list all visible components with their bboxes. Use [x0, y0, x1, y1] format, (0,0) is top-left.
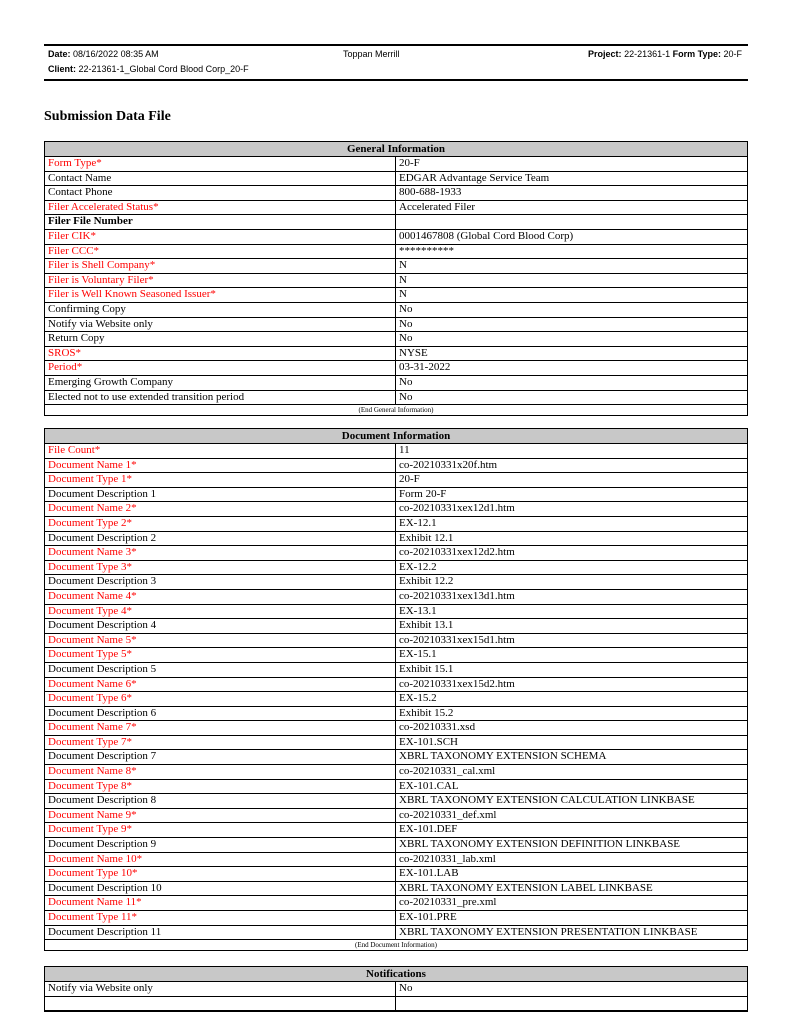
- field-value: No: [399, 375, 413, 388]
- field-label: [45, 997, 396, 1011]
- table-row: [45, 707, 747, 722]
- field-value: Exhibit 12.2: [399, 575, 454, 588]
- field-value: XBRL TAXONOMY EXTENSION PRESENTATION LINKBASE: [399, 925, 698, 938]
- field-value: co-20210331_cal.xml: [399, 765, 496, 778]
- table-row: [45, 794, 747, 809]
- document-information-heading: Document Information: [45, 429, 747, 444]
- field-value: EX-101.PRE: [399, 911, 457, 923]
- form-type-value: 20-F: [723, 49, 742, 59]
- table-row: [45, 376, 747, 391]
- field-value: No: [399, 302, 413, 315]
- field-value: 11: [399, 444, 410, 456]
- table-row: [45, 459, 747, 474]
- table-row: [45, 634, 747, 649]
- table-row: [45, 780, 747, 795]
- field-value: co-20210331xex15d1.htm: [399, 633, 515, 646]
- table-row: [45, 259, 747, 274]
- field-value: EX-101.LAB: [399, 867, 459, 880]
- table-row: [45, 288, 747, 303]
- field-value: [396, 215, 747, 229]
- field-value: No: [399, 982, 413, 994]
- field-value: 20-F: [399, 157, 420, 169]
- table-row: [45, 332, 747, 347]
- table-row: [45, 303, 747, 318]
- field-value: Exhibit 15.2: [399, 706, 454, 719]
- field-label: Document Description 5: [45, 663, 396, 677]
- table-row: [45, 750, 747, 765]
- field-value: EX-13.1: [399, 604, 437, 617]
- field-label: Document Name 7*: [45, 721, 396, 735]
- field-value: EX-101.CAL: [399, 779, 459, 792]
- field-label: Document Type 2*: [45, 517, 396, 531]
- field-value: EX-12.2: [399, 560, 437, 573]
- table-row: [45, 318, 747, 333]
- field-value: XBRL TAXONOMY EXTENSION SCHEMA: [399, 750, 607, 763]
- field-value: Form 20-F: [399, 487, 447, 500]
- client-line: Client: 22-21361-1_Global Cord Blood Corp_20-F: [48, 64, 249, 74]
- table-row: [45, 692, 747, 707]
- table-row: [45, 361, 747, 376]
- field-label: Notify via Website only: [45, 318, 396, 332]
- field-label: Document Description 3: [45, 575, 396, 589]
- table-row: [45, 502, 747, 517]
- field-label: Return Copy: [45, 332, 396, 346]
- field-label: Document Description 8: [45, 794, 396, 808]
- general-information-table: [44, 141, 748, 416]
- project-value: 22-21361-1: [624, 49, 671, 59]
- field-value: No: [399, 317, 413, 330]
- table-row: [45, 201, 747, 216]
- field-value: Exhibit 15.1: [399, 662, 454, 675]
- field-value: N: [399, 259, 407, 272]
- field-label: Filer is Well Known Seasoned Issuer*: [45, 288, 396, 302]
- table-row: [45, 867, 747, 882]
- notifications-table: [44, 966, 748, 1012]
- notifications-heading: Notifications: [45, 967, 747, 982]
- date-value: 08/16/2022 08:35 AM: [73, 49, 159, 59]
- table-row: [45, 215, 747, 230]
- table-row: [45, 736, 747, 751]
- field-label: Document Description 7: [45, 750, 396, 764]
- field-label: Document Description 9: [45, 838, 396, 852]
- company-name: Toppan Merrill: [343, 49, 400, 59]
- table-row: [45, 274, 747, 289]
- field-value: Accelerated Filer: [399, 200, 476, 213]
- table-row: [45, 605, 747, 620]
- field-label: Document Type 4*: [45, 605, 396, 619]
- table-row: [45, 391, 747, 406]
- field-value: **********: [399, 244, 454, 257]
- date-line: Date: 08/16/2022 08:35 AM: [48, 49, 159, 59]
- field-value: EX-15.2: [399, 692, 437, 705]
- field-label: Document Type 6*: [45, 692, 396, 706]
- field-value: EX-101.SCH: [399, 735, 458, 748]
- field-label: Document Name 11*: [45, 896, 396, 910]
- table-row: [45, 532, 747, 547]
- field-value: EDGAR Advantage Service Team: [399, 171, 550, 184]
- client-value: 22-21361-1_Global Cord Blood Corp_20-F: [78, 64, 249, 74]
- field-value: co-20210331xex12d1.htm: [399, 502, 515, 515]
- table-row: [45, 997, 747, 1012]
- field-label: Filer CIK*: [45, 230, 396, 244]
- table-row: [45, 230, 747, 245]
- field-value: co-20210331xex15d2.htm: [399, 677, 515, 690]
- field-label: Document Name 10*: [45, 853, 396, 867]
- table-row: [45, 488, 747, 503]
- field-label: Period*: [45, 361, 396, 375]
- page-header: [44, 44, 748, 81]
- field-label: Document Description 1: [45, 488, 396, 502]
- table-row: [45, 517, 747, 532]
- field-label: Document Type 7*: [45, 736, 396, 750]
- field-label: Filer is Voluntary Filer*: [45, 274, 396, 288]
- general-end-note: (End General Information): [358, 406, 434, 415]
- field-value: 800-688-1933: [399, 186, 462, 199]
- field-label: Confirming Copy: [45, 303, 396, 317]
- field-label: Document Type 10*: [45, 867, 396, 881]
- field-value: EX-12.1: [399, 516, 437, 529]
- field-label: Document Type 5*: [45, 648, 396, 662]
- field-value: No: [399, 390, 413, 403]
- field-value: No: [399, 332, 413, 345]
- field-label: Document Type 11*: [45, 911, 396, 925]
- field-value: co-20210331xex13d1.htm: [399, 589, 515, 602]
- table-row: [45, 473, 747, 488]
- field-label: Notify via Website only: [45, 982, 396, 996]
- field-label: Elected not to use extended transition period: [45, 391, 396, 405]
- field-value: N: [399, 273, 407, 286]
- field-value: XBRL TAXONOMY EXTENSION DEFINITION LINKBASE: [399, 838, 681, 851]
- table-row: [45, 648, 747, 663]
- table-row: [45, 853, 747, 868]
- field-value: 20-F: [399, 473, 420, 486]
- field-value: co-20210331x20f.htm: [399, 458, 498, 471]
- field-label: Filer Accelerated Status*: [45, 201, 396, 215]
- field-label: Document Name 5*: [45, 634, 396, 648]
- field-value: XBRL TAXONOMY EXTENSION LABEL LINKBASE: [399, 881, 653, 894]
- field-label: File Count*: [45, 444, 396, 458]
- field-label: Document Description 6: [45, 707, 396, 721]
- field-label: SROS*: [45, 347, 396, 361]
- field-label: Document Name 3*: [45, 546, 396, 560]
- field-value: [396, 997, 747, 1011]
- field-label: Document Type 8*: [45, 780, 396, 794]
- field-label: Document Name 2*: [45, 502, 396, 516]
- field-label: Document Name 1*: [45, 459, 396, 473]
- table-row: [45, 619, 747, 634]
- page-title: Submission Data File: [44, 109, 171, 124]
- table-row: [45, 721, 747, 736]
- table-row: [45, 926, 747, 941]
- field-value: co-20210331_def.xml: [399, 808, 497, 821]
- field-label: Document Name 8*: [45, 765, 396, 779]
- field-value: XBRL TAXONOMY EXTENSION CALCULATION LINKBASE: [399, 794, 695, 807]
- table-row: [45, 823, 747, 838]
- table-row: [45, 186, 747, 201]
- table-row: [45, 911, 747, 926]
- table-row: [45, 809, 747, 824]
- field-label: Document Name 4*: [45, 590, 396, 604]
- field-label: Document Name 6*: [45, 678, 396, 692]
- field-label: Filer CCC*: [45, 245, 396, 259]
- table-row: [45, 172, 747, 187]
- field-value: 0001467808 (Global Cord Blood Corp): [399, 229, 574, 242]
- field-label: Document Type 3*: [45, 561, 396, 575]
- table-row: [45, 157, 747, 172]
- table-row: [45, 347, 747, 362]
- document-end-note: (End Document Information): [354, 941, 438, 950]
- table-row: [45, 882, 747, 897]
- table-row: [45, 663, 747, 678]
- field-value: co-20210331_pre.xml: [399, 896, 497, 909]
- field-value: EX-101.DEF: [399, 823, 458, 836]
- field-label: Document Description 10: [45, 882, 396, 896]
- general-information-heading: General Information: [45, 142, 747, 157]
- project-line: Project: 22-21361-1 Form Type: 20-F: [588, 49, 742, 59]
- field-value: N: [399, 288, 407, 301]
- field-label: Emerging Growth Company: [45, 376, 396, 390]
- field-value: co-20210331xex12d2.htm: [399, 546, 515, 559]
- field-label: Document Name 9*: [45, 809, 396, 823]
- field-label: Document Type 1*: [45, 473, 396, 487]
- field-label: Filer File Number: [45, 215, 396, 229]
- table-row: [45, 765, 747, 780]
- field-value: Exhibit 12.1: [399, 531, 454, 544]
- field-value: co-20210331.xsd: [399, 721, 476, 734]
- field-label: Document Description 2: [45, 532, 396, 546]
- field-value: NYSE: [399, 346, 428, 359]
- field-label: Filer is Shell Company*: [45, 259, 396, 273]
- field-label: Contact Phone: [45, 186, 396, 200]
- table-row: [45, 982, 747, 997]
- table-row: [45, 245, 747, 260]
- document-information-table: [44, 428, 748, 951]
- field-label: Contact Name: [45, 172, 396, 186]
- field-label: Document Description 4: [45, 619, 396, 633]
- table-row: [45, 575, 747, 590]
- field-label: Document Type 9*: [45, 823, 396, 837]
- table-row: [45, 590, 747, 605]
- table-row: [45, 896, 747, 911]
- field-value: 03-31-2022: [399, 361, 451, 374]
- field-value: Exhibit 13.1: [399, 619, 454, 632]
- table-row: [45, 546, 747, 561]
- table-row: [45, 444, 747, 459]
- field-value: EX-15.1: [399, 648, 437, 661]
- field-label: Form Type*: [45, 157, 396, 171]
- table-row: [45, 678, 747, 693]
- table-row: [45, 561, 747, 576]
- field-value: co-20210331_lab.xml: [399, 852, 496, 865]
- table-row: [45, 838, 747, 853]
- field-label: Document Description 11: [45, 926, 396, 940]
